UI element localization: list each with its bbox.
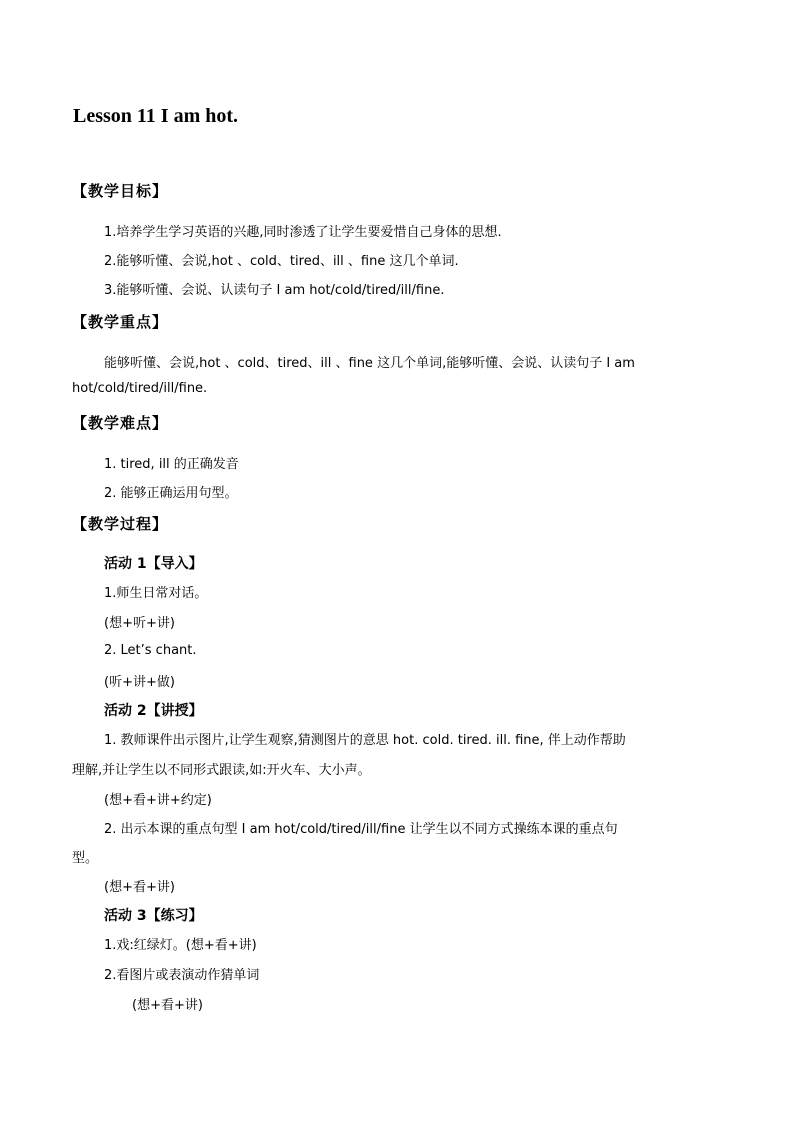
activity-1-line-1: 1.师生日常对话。 [104, 586, 208, 601]
activity-2-item-1-note: (想+看+讲+约定) [104, 793, 212, 808]
difficulty-item-1: 1. tired, ill 的正确发音 [104, 457, 239, 472]
goal-item-2: 2.能够听懂、会说,hot 、cold、tired、ill 、fine 这几个单词. [104, 254, 459, 269]
goal-item-3: 3.能够听懂、会说、认读句子 I am hot/cold/tired/ill/fine. [104, 283, 445, 298]
goal-item-1: 1.培养学生学习英语的兴趣,同时渗透了让学生要爱惜自己身体的思想. [104, 225, 502, 240]
activity-3-line-3: (想+看+讲) [132, 998, 203, 1013]
activity-1-line-2: (想+听+讲) [104, 616, 175, 631]
activity-2-item-2-line-2: 型。 [72, 851, 99, 866]
activity-2-item-2-note: (想+看+讲) [104, 880, 175, 895]
heading-key-points: 【教学重点】 [72, 313, 169, 331]
heading-process: 【教学过程】 [72, 515, 169, 533]
activity-2-item-1-line-2: 理解,并让学生以不同形式跟读,如:开火车、大小声。 [72, 763, 371, 778]
activity-3-line-1: 1.戏:红绿灯。(想+看+讲) [104, 938, 257, 953]
activity-1-line-3: 2. Let’s chant. [104, 643, 197, 658]
activity-1-line-4: (听+讲+做) [104, 675, 175, 690]
lesson-title: Lesson 11 I am hot. [73, 105, 239, 127]
activity-3-line-2: 2.看图片或表演动作猜单词 [104, 968, 260, 983]
activity-1-label: 活动 1【导入】 [104, 556, 203, 572]
activity-3-label: 活动 3【练习】 [104, 908, 203, 924]
key-points-line-2: hot/cold/tired/ill/fine. [72, 381, 208, 396]
heading-goals: 【教学目标】 [72, 182, 169, 200]
activity-2-item-2-line-1: 2. 出示本课的重点句型 I am hot/cold/tired/ill/fine 让学生以不同方式操练本课的重点句 [104, 822, 618, 837]
difficulty-item-2: 2. 能够正确运用句型。 [104, 486, 238, 501]
heading-difficulties: 【教学难点】 [72, 414, 169, 432]
activity-2-label: 活动 2【讲授】 [104, 703, 203, 719]
key-points-line-1: 能够听懂、会说,hot 、cold、tired、ill 、fine 这几个单词,能够听懂、会说、认读句子 I am [104, 356, 635, 371]
activity-2-item-1-line-1: 1. 教师课件出示图片,让学生观察,猜测图片的意思 hot. cold. tired. ill. fine, 伴上动作帮助 [104, 733, 626, 748]
